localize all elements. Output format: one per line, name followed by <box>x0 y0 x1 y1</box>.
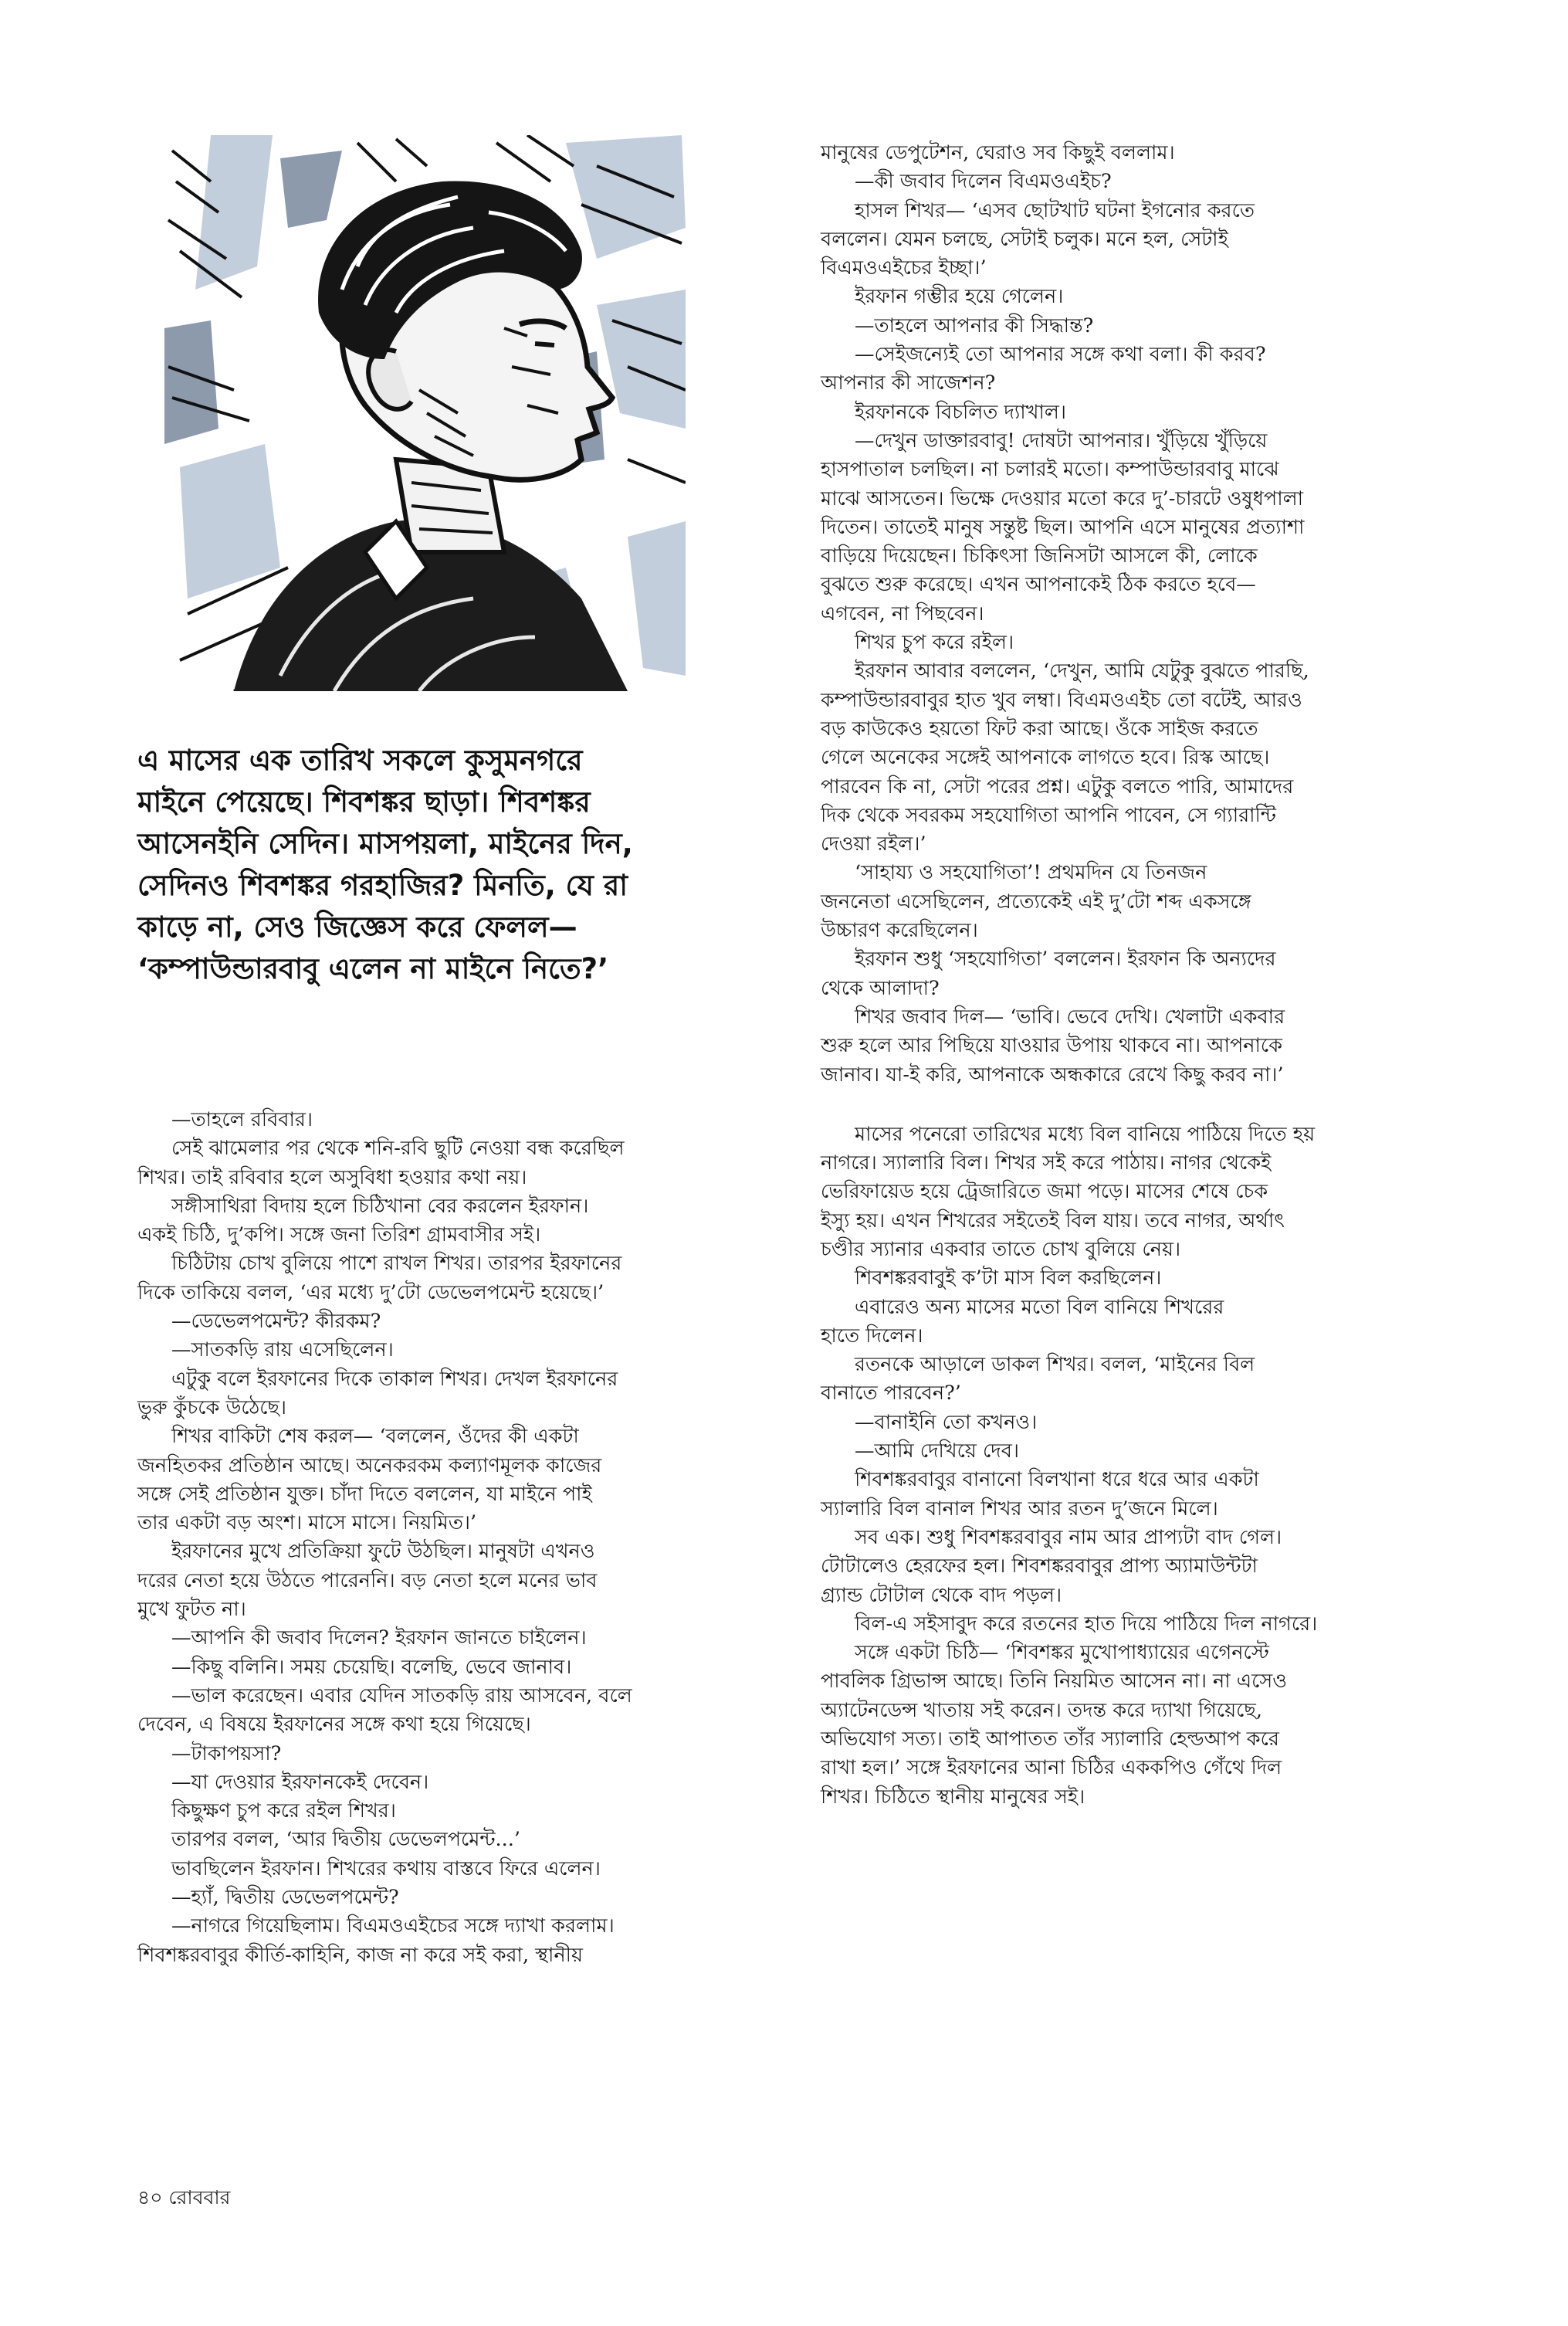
pull-quote-line: এ মাসের এক তারিখ সকলে কুসুমনগরে <box>137 744 583 777</box>
pull-quote-line: আসেনইনি সেদিন। মাসপয়লা, মাইনের দিন, <box>137 827 633 860</box>
text-line: রতনকে আড়ালে ডাকল শিখর। বলল, ‘মাইনের বিল <box>855 1353 1255 1377</box>
text-line: উচ্চারণ করেছিলেন। <box>821 919 978 943</box>
text-line: —দেখুন ডাক্তারবাবু! দোষটা আপনার। খুঁড়িয়ে খুঁড়িয়ে <box>855 429 1268 453</box>
text-line: —বানাইনি তো কখনও। <box>855 1410 1038 1434</box>
text-line: এগবেন, না পিছবেন। <box>821 602 984 626</box>
text-line: তারপর বলল, ‘আর দ্বিতীয় ডেভেলপমেন্ট...’ <box>171 1828 520 1852</box>
text-line: —আপনি কী জবাব দিলেন? ইরফান জানতে চাইলেন। <box>171 1626 587 1650</box>
text-line: দিক থেকে সবরকম সহযোগিতা আপনি পাবেন, সে গ্যারান্টি <box>821 803 1276 827</box>
text-line: সেই ঝামেলার পর থেকে শনি-রবি ছুটি নেওয়া বন্ধ করেছিল <box>171 1137 625 1161</box>
text-line: মাসের পনেরো তারিখের মধ্যে বিল বানিয়ে পাঠিয়ে দিতে হয় <box>855 1122 1316 1146</box>
pull-quote-line: মাইনে পেয়েছে। শিবশঙ্কর ছাড়া। শিবশঙ্কর <box>137 785 591 819</box>
pull-quote-line: সেদিনও শিবশঙ্কর গরহাজির? মিনতি, যে রা <box>137 869 628 902</box>
text-line: বললেন। যেমন চলছে, সেটাই চলুক। মনে হল, সেটাই <box>821 227 1228 251</box>
text-line: পাবলিক গ্রিভান্স আছে। তিনি নিয়মিত আসেন না। না এসেও <box>821 1670 1288 1694</box>
text-line: সঙ্গে একটা চিঠি— ‘শিবশঙ্কর মুখোপাধ্যায়ের এগেনস্টে <box>855 1641 1269 1665</box>
text-line: কম্পাউন্ডারবাবুর হাত খুব লম্বা। বিএমওএইচ তো বটেই, আরও <box>821 688 1302 712</box>
left-column <box>137 1106 740 1970</box>
text-line: তার একটা বড় অংশ। মাসে মাসে। নিয়মিত।’ <box>137 1511 477 1535</box>
text-line: মুখে ফুটত না। <box>137 1598 246 1622</box>
text-line: সঙ্গে সেই প্রতিষ্ঠান যুক্ত। চাঁদা দিতে বললেন, যা মাইনে পাই <box>137 1482 592 1506</box>
text-line: দেওয়া রইল।’ <box>821 832 926 856</box>
text-line: —যা দেওয়ার ইরফানকেই দেবেন। <box>171 1770 429 1794</box>
text-line: ভুরু কুঁচকে উঠেছে। <box>137 1395 287 1419</box>
text-line: শুরু হলে আর পিছিয়ে যাওয়ার উপায় থাকবে না। আপনাকে <box>821 1034 1282 1058</box>
text-line: ‘সাহায্য ও সহযোগিতা’! প্রথমদিন যে তিনজন <box>855 861 1207 885</box>
text-line: হাসল শিখর— ‘এসব ছোটখাট ঘটনা ইগনোর করতে <box>855 198 1255 222</box>
text-line: —হ্যাঁ, দ্বিতীয় ডেভেলপমেন্ট? <box>171 1886 399 1910</box>
pull-quote-line: ‘কম্পাউন্ডারবাবু এলেন না মাইনে নিতে?’ <box>137 952 609 985</box>
text-line: আপনার কী সাজেশন? <box>821 371 996 395</box>
text-line: শিখর চুপ করে রইল। <box>855 631 1014 655</box>
text-line: ভেরিফায়েড হয়ে ট্রেজারিতে জমা পড়ে। মাসের শেষে চেক <box>821 1180 1268 1204</box>
text-line: স্যালারি বিল বানাল শিখর আর রতন দু’জনে মিলে। <box>821 1497 1218 1521</box>
text-line: —ডেভেলপমেন্ট? কীরকম? <box>171 1310 381 1334</box>
text-line: গেলে অনেকের সঙ্গেই আপনাকে লাগতে হবে। রিস্ক আছে। <box>821 746 1270 770</box>
text-line: শিবশঙ্করবাবুর কীর্তি-কাহিনি, কাজ না করে সই করা, স্থানীয় <box>137 1943 583 1967</box>
text-line: বাড়িয়ে দিয়েছেন। চিকিৎসা জিনিসটা আসলে কী, লোকে <box>821 544 1258 568</box>
text-line: জানাব। যা-ই করি, আপনাকে অন্ধকারে রেখে কিছু করব না।’ <box>821 1063 1284 1087</box>
text-line: দিকে তাকিয়ে বলল, ‘এর মধ্যে দু’টো ডেভেলপমেন্ট হয়েছে।’ <box>137 1280 605 1304</box>
text-line: কিছুক্ষণ চুপ করে রইল শিখর। <box>171 1799 396 1823</box>
text-line: ইরফান আবার বললেন, ‘দেখুন, আমি যেটুকু বুঝতে পারছি, <box>855 659 1309 683</box>
text-line: অভিযোগ সত্য। তাই আপাতত তাঁর স্যালারি হেল্ডআপ করে <box>821 1728 1279 1751</box>
text-line: বিএমওএইচের ইচ্ছা।’ <box>821 256 987 280</box>
text-line: এটুকু বলে ইরফানের দিকে তাকাল শিখর। দেখল ইরফানের <box>171 1367 618 1391</box>
text-line: —তাহলে আপনার কী সিদ্ধান্ত? <box>855 314 1094 337</box>
text-line: সঙ্গীসাথিরা বিদায় হলে চিঠিখানা বের করলেন ইরফান। <box>171 1194 589 1218</box>
text-line: একই চিঠি, দু’কপি। সঙ্গে জনা তিরিশ গ্রামবাসীর সই। <box>137 1223 541 1247</box>
text-line: বড় কাউকেও হয়তো ফিট করা আছে। ওঁকে সাইজ করতে <box>821 717 1258 741</box>
text-line: দিতেন। তাতেই মানুষ সন্তুষ্ট ছিল। আপনি এসে মানুষের প্রত্যাশা <box>821 515 1305 539</box>
text-line: নাগরে। স্যালারি বিল। শিখর সই করে পাঠায়। নাগর থেকেই <box>821 1151 1272 1175</box>
text-line: পারবেন কি না, সেটা পরের প্রশ্ন। এটুকু বলতে পারি, আমাদের <box>821 775 1294 799</box>
text-line: —কী জবাব দিলেন বিএমওএইচ? <box>855 170 1112 194</box>
text-line: —আমি দেখিয়ে দেব। <box>855 1439 1020 1463</box>
text-line: টোটালেও হেরফের হল। শিবশঙ্করবাবুর প্রাপ্য অ্যামাউন্টটা <box>821 1555 1258 1578</box>
text-line: হাসপাতাল চলছিল। না চলারই মতো। কম্পাউন্ডারবাবু মাঝে <box>821 458 1279 482</box>
text-line: শিখর জবাব দিল— ‘ভাবি। ভেবে দেখি। খেলাটা একবার <box>855 1005 1285 1029</box>
pull-quote-line: কাড়ে না, সেও জিজ্ঞেস করে ফেলল— <box>137 910 577 944</box>
text-line: থেকে আলাদা? <box>821 976 940 1000</box>
text-line: সব এক। শুধু শিবশঙ্করবাবুর নাম আর প্রাপ্যটা বাদ গেল। <box>855 1525 1282 1549</box>
text-line: বুঝতে শুরু করেছে। এখন আপনাকেই ঠিক করতে হবে— <box>821 573 1256 597</box>
text-line: শিবশঙ্করবাবুই ক’টা মাস বিল করছিলেন। <box>855 1266 1162 1290</box>
text-line: অ্যাটেনডেন্স খাতায় সই করেন। তদন্ত করে দ্যাখা গিয়েছে, <box>821 1698 1262 1722</box>
text-line: —সাতকড়ি রায় এসেছিলেন। <box>171 1338 394 1362</box>
text-line: —তাহলে রবিবার। <box>171 1108 313 1131</box>
text-line: শিখর। চিঠিতে স্থানীয় মানুষের সই। <box>821 1785 1085 1809</box>
text-line: ইরফান গম্ভীর হয়ে গেলেন। <box>855 285 1064 309</box>
text-line: ইস্যু হয়। এখন শিখরের সইতেই বিল যায়। তবে নাগর, অর্থাৎ <box>821 1209 1285 1233</box>
text-line: ইরফান শুধু ‘সহযোগিতা’ বললেন। ইরফান কি অন্যদের <box>855 948 1276 971</box>
text-line: ইরফানকে বিচলিত দ্যাখাল। <box>855 400 1066 424</box>
text-line: এবারেও অন্য মাসের মতো বিল বানিয়ে শিখরের <box>855 1295 1224 1319</box>
text-line: হাতে দিলেন। <box>821 1324 923 1348</box>
text-line: বানাতে পারবেন?’ <box>821 1382 961 1405</box>
text-line: বিল-এ সইসাবুদ করে রতনের হাত দিয়ে পাঠিয়ে দিল নাগরে। <box>855 1612 1318 1636</box>
text-line: ইরফানের মুখে প্রতিক্রিয়া ফুটে উঠছিল। মানুষটা এখনও <box>171 1540 595 1564</box>
pull-quote <box>137 740 716 990</box>
text-line: শিখর। তাই রবিবার হলে অসুবিধা হওয়ার কথা নয়। <box>137 1165 527 1189</box>
text-line: —নাগরে গিয়েছিলাম। বিএমওএইচের সঙ্গে দ্যাখা করলাম। <box>171 1914 615 1938</box>
text-line: দরের নেতা হয়ে উঠতে পারেননি। বড় নেতা হলে মনের ভাব <box>137 1568 598 1592</box>
portrait-illustration <box>164 135 686 691</box>
right-column <box>821 139 1438 1812</box>
text-line: চিঠিটায় চোখ বুলিয়ে পাশে রাখল শিখর। তারপর ইরফানের <box>171 1252 622 1276</box>
text-line: দেবেন, এ বিষয়ে ইরফানের সঙ্গে কথা হয়ে গিয়েছে। <box>137 1713 531 1737</box>
text-line: রাখা হল।’ সঙ্গে ইরফানের আনা চিঠির এককপিও গেঁথে দিল <box>821 1756 1282 1780</box>
text-line: চণ্ডীর স্যানার একবার তাতে চোখ বুলিয়ে নেয়। <box>821 1237 1181 1261</box>
text-line: —ভাল করেছেন। এবার যেদিন সাতকড়ি রায় আসবেন, বলে <box>171 1683 632 1707</box>
text-line: গ্র্যান্ড টোটাল থেকে বাদ পড়ল। <box>821 1583 1062 1607</box>
text-line: —কিছু বলিনি। সময় চেয়েছি। বলেছি, ভেবে জানাব। <box>171 1655 572 1679</box>
text-line: —সেইজন্যেই তো আপনার সঙ্গে কথা বলা। কী করব? <box>855 343 1266 367</box>
text-line: জননেতা এসেছিলেন, প্রত্যেকেই এই দু’টো শব্দ একসঙ্গে <box>821 890 1251 914</box>
text-line: শিখর বাকিটা শেষ করল— ‘বললেন, ওঁদের কী একটা <box>171 1425 579 1449</box>
text-line: জনহিতকর প্রতিষ্ঠান আছে। অনেকরকম কল্যাণমূলক কাজের <box>137 1453 602 1477</box>
text-line: শিবশঙ্করবাবুর বানানো বিলখানা ধরে ধরে আর একটা <box>855 1468 1259 1492</box>
text-line: মানুষের ডেপুটেশন, ঘেরাও সব কিছুই বললাম। <box>821 141 1175 164</box>
text-line: ভাবছিলেন ইরফান। শিখরের কথায় বাস্তবে ফিরে এলেন। <box>171 1856 601 1880</box>
page-folio: ৪০ রোববার <box>137 2186 231 2209</box>
text-line: —টাকাপয়সা? <box>171 1741 282 1765</box>
text-line: মাঝে আসতেন। ভিক্ষে দেওয়ার মতো করে দু’-চারটে ওষুধপালা <box>821 487 1304 510</box>
